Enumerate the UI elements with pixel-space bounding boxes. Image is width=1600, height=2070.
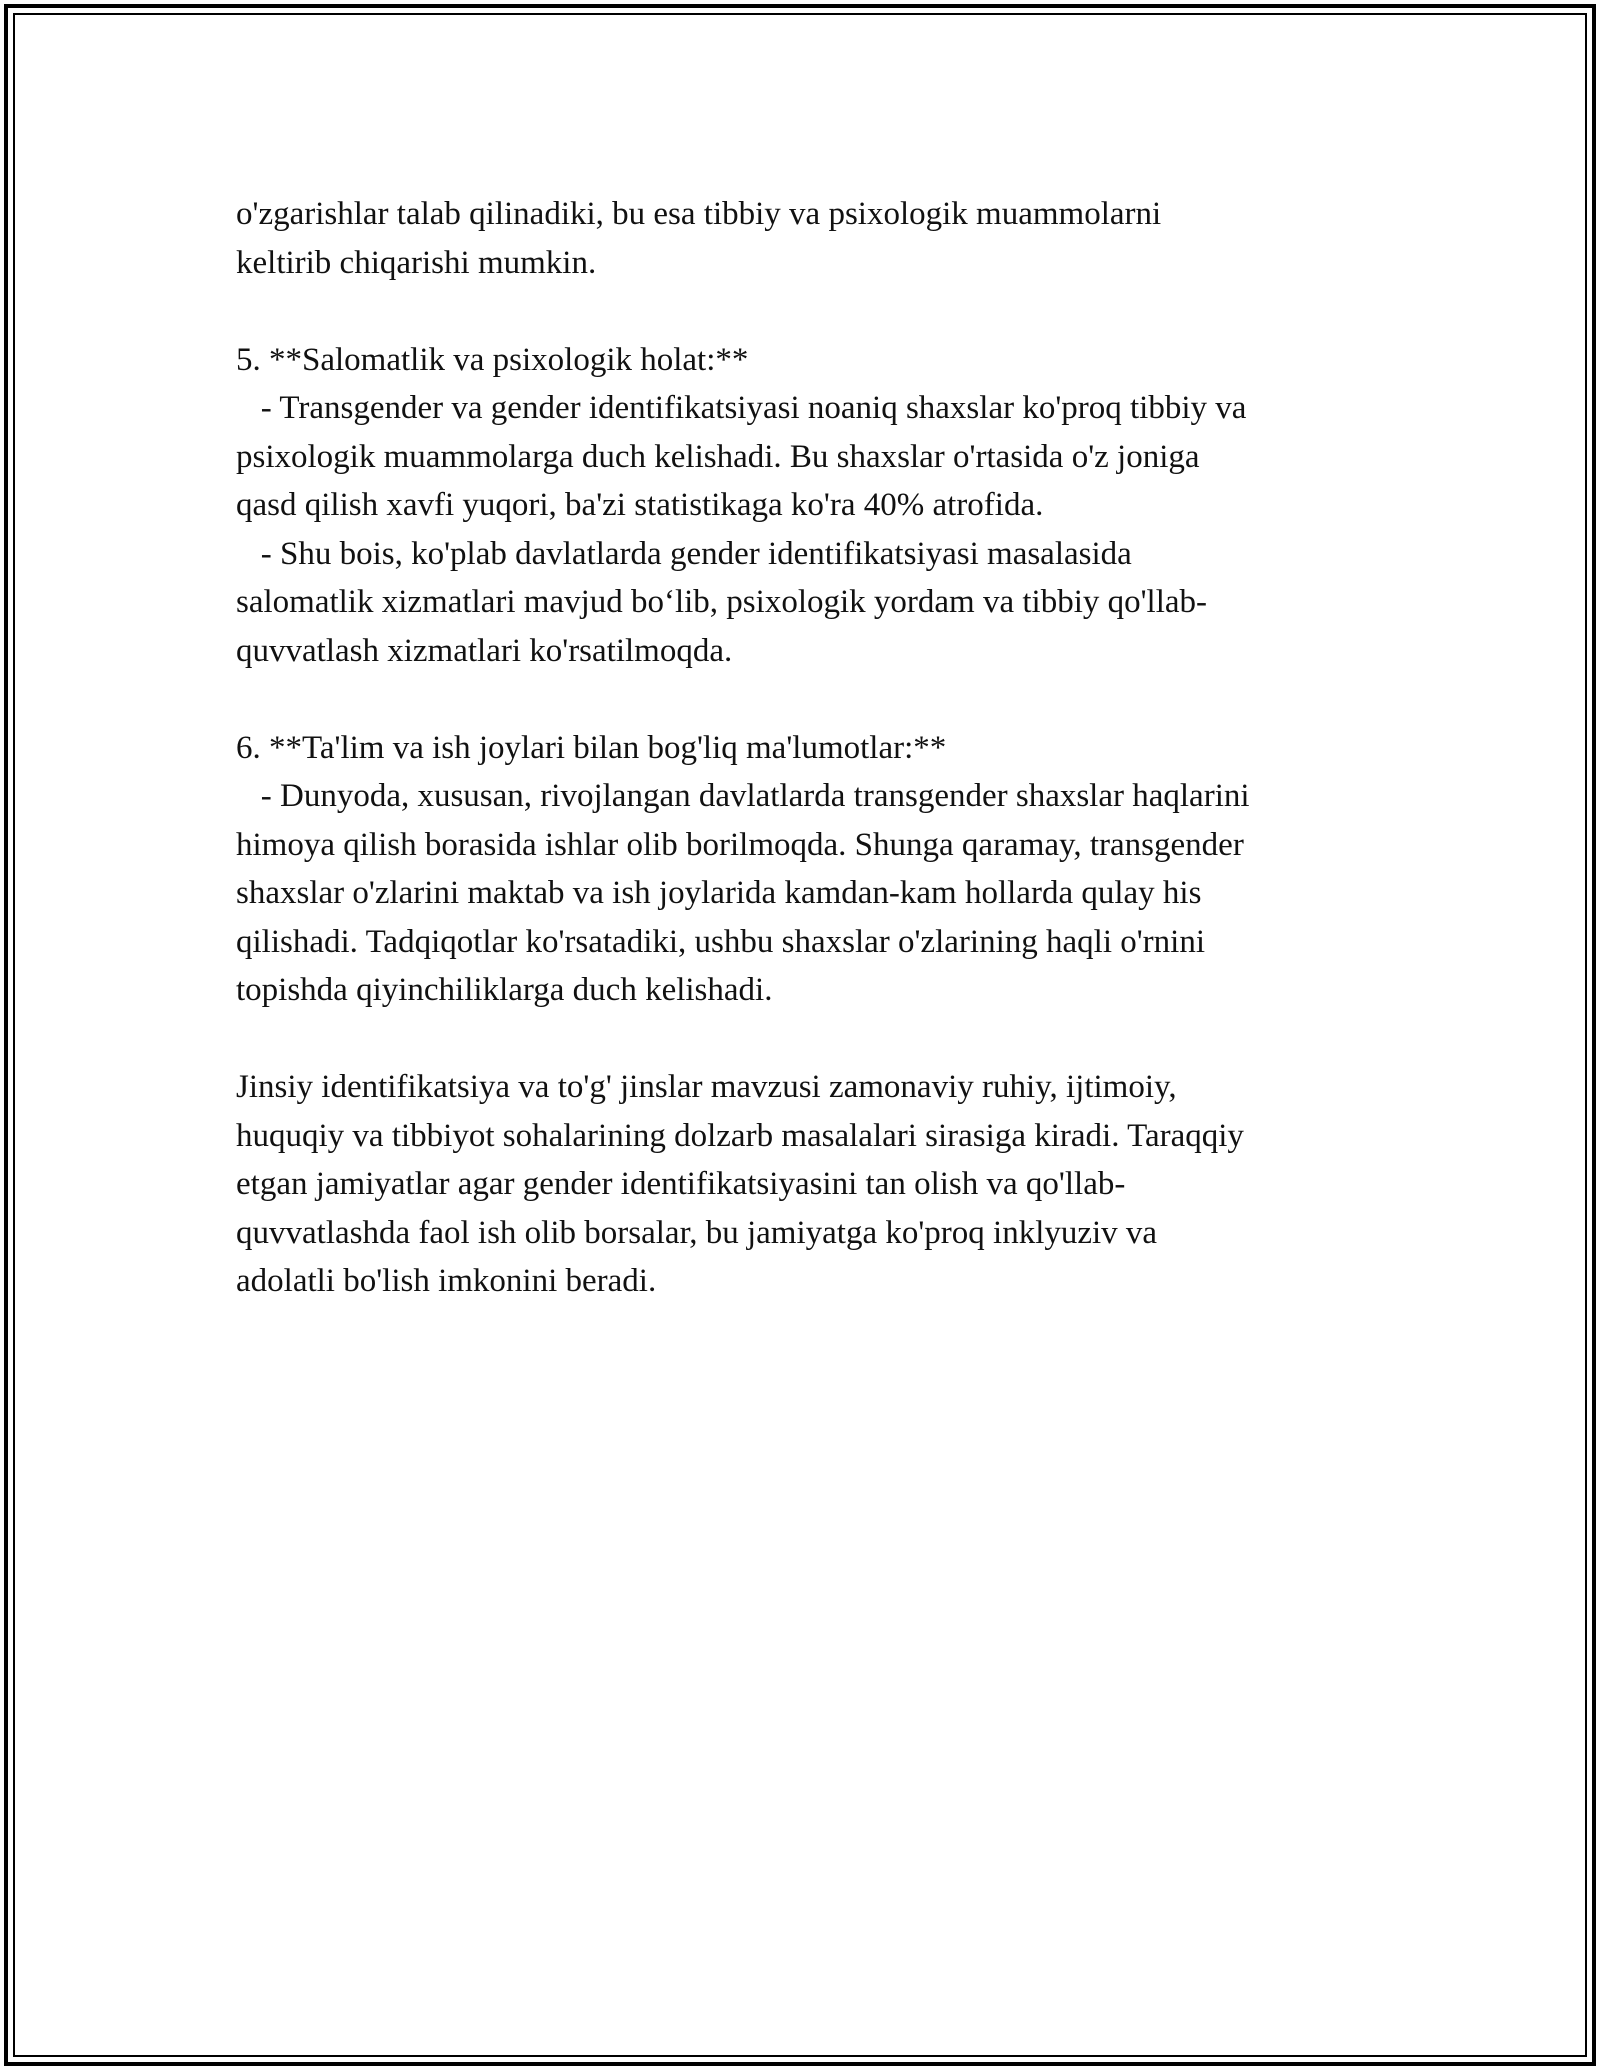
conclusion-paragraph <box>236 1063 1386 1306</box>
section-6 <box>236 724 1386 1015</box>
text-line: etgan jamiyatlar agar gender identifikatsiyasini tan olish va qo'llab- <box>236 1166 1126 1202</box>
text-line: - Shu bois, ko'plab davlatlarda gender identifikatsiyasi masalasida <box>236 535 1132 572</box>
text-line: salomatlik xizmatlari mavjud bo‘lib, psixologik yordam va tibbiy qo'llab- <box>236 584 1208 620</box>
text-line: shaxslar o'zlarini maktab va ish joylarida kamdan-kam hollarda qulay his <box>236 875 1202 911</box>
paragraph-gap <box>236 675 1386 724</box>
section-5 <box>236 336 1386 676</box>
text-line: himoya qilish borasida ishlar olib borilmoqda. Shunga qaramay, transgender <box>236 826 1244 863</box>
section-heading: 5. **Salomatlik va psixologik holat:** <box>236 341 749 378</box>
intro-paragraph <box>236 190 1386 287</box>
document-body <box>236 190 1386 1306</box>
paragraph-gap <box>236 287 1386 336</box>
text-line: psixologik muammolarga duch kelishadi. Bu shaxslar o'rtasida o'z joniga <box>236 438 1200 475</box>
bullet-item <box>236 530 1386 676</box>
bullet-item <box>236 772 1386 1015</box>
bullet-item <box>236 384 1386 530</box>
text-line: Jinsiy identifikatsiya va to'g' jinslar mavzusi zamonaviy ruhiy, ijtimoiy, <box>236 1069 1177 1105</box>
text-line: quvvatlashda faol ish olib borsalar, bu jamiyatga ko'proq inklyuziv va <box>236 1214 1158 1251</box>
text-line: - Transgender va gender identifikatsiyasi noaniq shaxslar ko'proq tibbiy va <box>236 390 1247 426</box>
section-heading: 6. **Ta'lim va ish joylari bilan bog'liq ma'lumotlar:** <box>236 729 947 766</box>
paragraph-gap <box>236 1015 1386 1064</box>
text-line: qilishadi. Tadqiqotlar ko'rsatadiki, ushbu shaxslar o'zlarining haqli o'rnini <box>236 923 1206 960</box>
text-line: keltirib chiqarishi mumkin. <box>236 244 597 281</box>
text-line: - Dunyoda, xususan, rivojlangan davlatlarda transgender shaxslar haqlarini <box>236 778 1250 814</box>
text-line: topishda qiyinchiliklarga duch kelishadi. <box>236 972 773 1008</box>
text-line: quvvatlash xizmatlari ko'rsatilmoqda. <box>236 632 733 669</box>
text-line: qasd qilish xavfi yuqori, ba'zi statistikaga ko'ra 40% atrofida. <box>236 487 1044 523</box>
text-line: huquqiy va tibbiyot sohalarining dolzarb masalalari sirasiga kiradi. Taraqqiy <box>236 1117 1244 1154</box>
text-line: o'zgarishlar talab qilinadiki, bu esa tibbiy va psixologik muammolarni <box>236 196 1162 232</box>
text-line: adolatli bo'lish imkonini beradi. <box>236 1263 657 1299</box>
